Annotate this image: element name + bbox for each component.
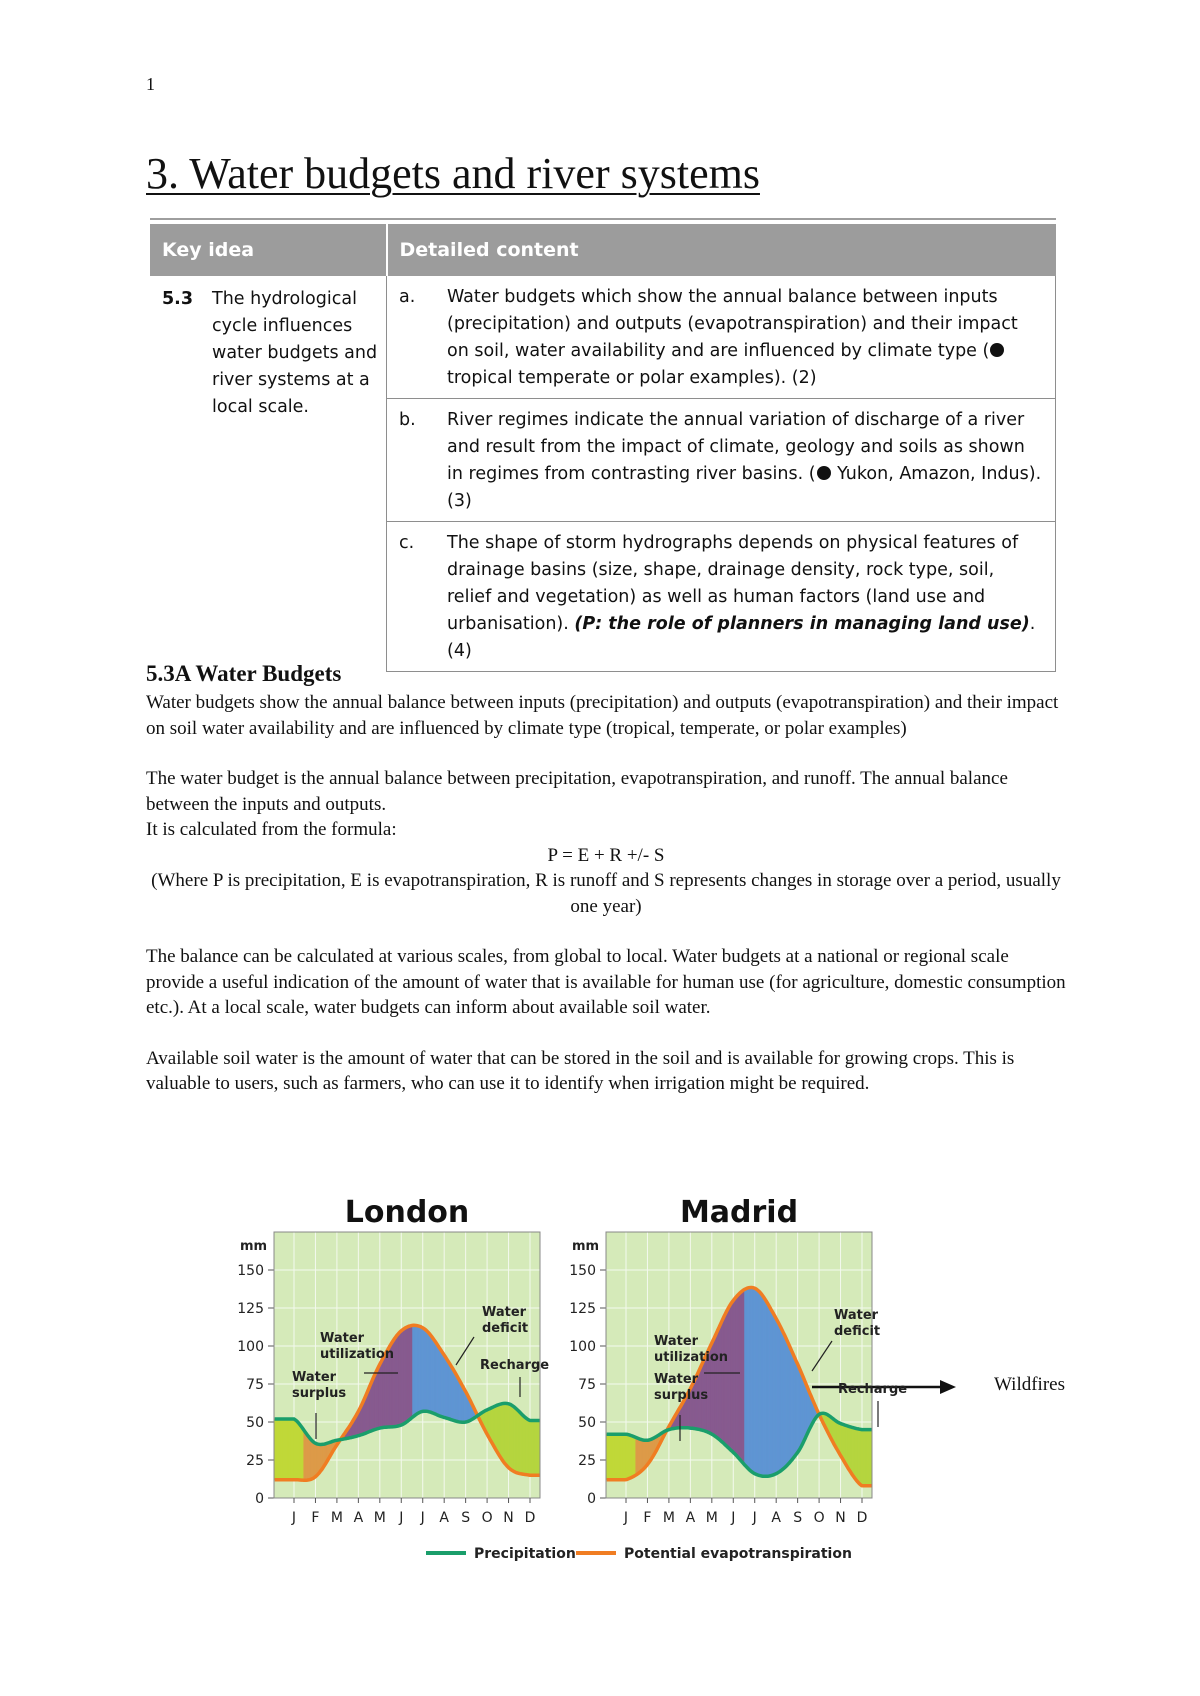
y-tick-label: 0 — [255, 1491, 264, 1507]
x-tick-label: A — [771, 1510, 781, 1526]
x-tick-label: O — [813, 1510, 825, 1526]
row-text: The shape of storm hydrographs depends on physical features of drainage basins (size, shape, drainage density, rock type, soil, relief and vegetation) as well as human factors (land use and urbanisation). — [447, 533, 1019, 634]
annotation-label: Water — [654, 1334, 699, 1349]
row-text: River regimes indicate the annual variation of discharge of a river and result from the impact of climate, geology and soils as shown in regimes from contrasting river basins. ( — [447, 410, 1025, 484]
x-tick-label: M — [662, 1510, 675, 1526]
y-tick-label: 0 — [587, 1491, 596, 1507]
row-text-emphasis: (P: the role of planners in managing land use) — [574, 614, 1030, 634]
arrow-head-icon — [940, 1380, 956, 1394]
globe-icon — [817, 466, 831, 480]
y-tick-label: 25 — [578, 1453, 596, 1469]
body-text — [146, 660, 1066, 1122]
row-text-end: Yukon, Amazon, Indus). (3) — [447, 464, 1042, 511]
annotation-label: Water — [320, 1331, 365, 1346]
y-tick-label: 150 — [237, 1263, 264, 1279]
row-text-end: tropical temperate or polar examples). (2) — [447, 368, 817, 388]
y-tick-label: 75 — [578, 1377, 596, 1393]
row-text-end: . (4) — [447, 614, 1036, 661]
legend-precipitation-label: Precipitation — [474, 1546, 576, 1562]
y-tick-label: 75 — [246, 1377, 264, 1393]
globe-icon — [990, 343, 1004, 357]
x-tick-label: F — [643, 1510, 652, 1526]
annotation-label: deficit — [482, 1321, 529, 1336]
formula-note: (Where P is precipitation, E is evapotranspiration, R is runoff and S represents changes in storage over a period, usually one year) — [151, 870, 1061, 917]
x-tick-label: N — [835, 1510, 846, 1526]
chart-title: London — [344, 1195, 470, 1230]
x-tick-label: M — [373, 1510, 386, 1526]
y-tick-label: 150 — [569, 1263, 596, 1279]
x-tick-label: A — [685, 1510, 696, 1526]
annotation-label: Water — [482, 1305, 527, 1320]
chart-panel-madrid — [600, 1232, 956, 1503]
row-letter: a. — [399, 287, 416, 307]
annotation-label: Water — [292, 1370, 337, 1385]
row-letter: b. — [399, 410, 416, 430]
x-tick-label: D — [856, 1510, 868, 1526]
x-tick-label: S — [793, 1510, 803, 1526]
y-tick-label: 125 — [569, 1301, 596, 1317]
content-row-c — [387, 522, 1056, 672]
x-tick-label: M — [330, 1510, 343, 1526]
wildfires-annotation: Wildfires — [994, 1374, 1065, 1395]
legend-pet-label: Potential evapotranspiration — [624, 1546, 852, 1562]
chart-title: Madrid — [679, 1195, 799, 1230]
page-title: 3. Water budgets and river systems — [146, 149, 760, 198]
key-idea-cell — [150, 276, 387, 672]
annotation-label: deficit — [834, 1324, 881, 1339]
x-tick-label: J — [399, 1510, 404, 1526]
annotation-label: utilization — [320, 1347, 395, 1362]
x-tick-label: F — [311, 1510, 320, 1526]
x-tick-label: J — [420, 1510, 425, 1526]
water-budget-figure — [237, 1185, 1100, 1585]
paragraph-2: The water budget is the annual balance between precipitation, evapotranspiration, and runoff. The annual balance between the inputs and outputs. — [146, 768, 1008, 815]
annotation-label: Recharge — [480, 1358, 550, 1373]
x-tick-label: D — [524, 1510, 536, 1526]
formula: P = E + R +/- S — [547, 844, 665, 866]
water-budget-charts — [237, 1185, 1100, 1585]
x-tick-label: J — [731, 1510, 736, 1526]
section-heading: 5.3A Water Budgets — [146, 661, 342, 686]
content-row-b — [387, 399, 1056, 522]
key-idea-number: 5.3 — [162, 289, 194, 309]
content-row-a — [387, 276, 1056, 399]
annotation-label: surplus — [292, 1386, 347, 1401]
annotation-label: surplus — [654, 1388, 709, 1403]
paragraph-1: Water budgets show the annual balance between inputs (precipitation) and outputs (evapotranspiration) and their impact on soil water availability and are influenced by climate type (tropical, temperate, or polar examples) — [146, 692, 1059, 739]
y-tick-label: 50 — [578, 1415, 596, 1431]
specification-table — [150, 218, 1056, 672]
x-tick-label: J — [623, 1510, 629, 1526]
x-tick-label: A — [439, 1510, 449, 1526]
annotation-label: Water — [834, 1308, 879, 1323]
row-letter: c. — [399, 533, 415, 553]
y-tick-label: 100 — [237, 1339, 264, 1355]
key-idea-text: The hydrological cycle influences water budgets and river systems at a local scale. — [212, 289, 378, 417]
paragraph-4: Available soil water is the amount of water that can be stored in the soil and is available for growing crops. This is valuable to users, such as farmers, who can use it to identify when irrigation might be required. — [146, 1047, 1015, 1094]
annotation-label: utilization — [654, 1350, 729, 1365]
x-tick-label: A — [353, 1510, 364, 1526]
annotation-label: Water — [654, 1372, 699, 1387]
x-tick-label: J — [291, 1510, 297, 1526]
x-tick-label: N — [503, 1510, 514, 1526]
y-tick-label: 50 — [246, 1415, 264, 1431]
row-text: Water budgets which show the annual balance between inputs (precipitation) and outputs (evapotranspiration) and their impact on soil, water availability and are influenced by climate type ( — [447, 287, 1018, 361]
paragraph-2-formula-intro: It is calculated from the formula: — [146, 819, 397, 840]
x-tick-label: O — [481, 1510, 493, 1526]
page-number: 1 — [146, 74, 155, 94]
annotation-label: Recharge — [838, 1382, 908, 1397]
key-idea-header: Key idea — [150, 224, 387, 276]
y-axis-label: mm — [240, 1239, 268, 1254]
y-axis-label: mm — [572, 1239, 600, 1254]
x-tick-label: M — [705, 1510, 718, 1526]
y-tick-label: 125 — [237, 1301, 264, 1317]
x-tick-label: S — [461, 1510, 471, 1526]
detailed-content-header: Detailed content — [387, 224, 1056, 276]
x-tick-label: J — [752, 1510, 757, 1526]
y-tick-label: 25 — [246, 1453, 264, 1469]
paragraph-3: The balance can be calculated at various scales, from global to local. Water budgets at a national or regional scale provide a useful indication of the amount of water that is available for human use (for agriculture, domestic consumption etc.). At a local scale, water budgets can inform about available soil water. — [146, 946, 1066, 1018]
y-tick-label: 100 — [569, 1339, 596, 1355]
